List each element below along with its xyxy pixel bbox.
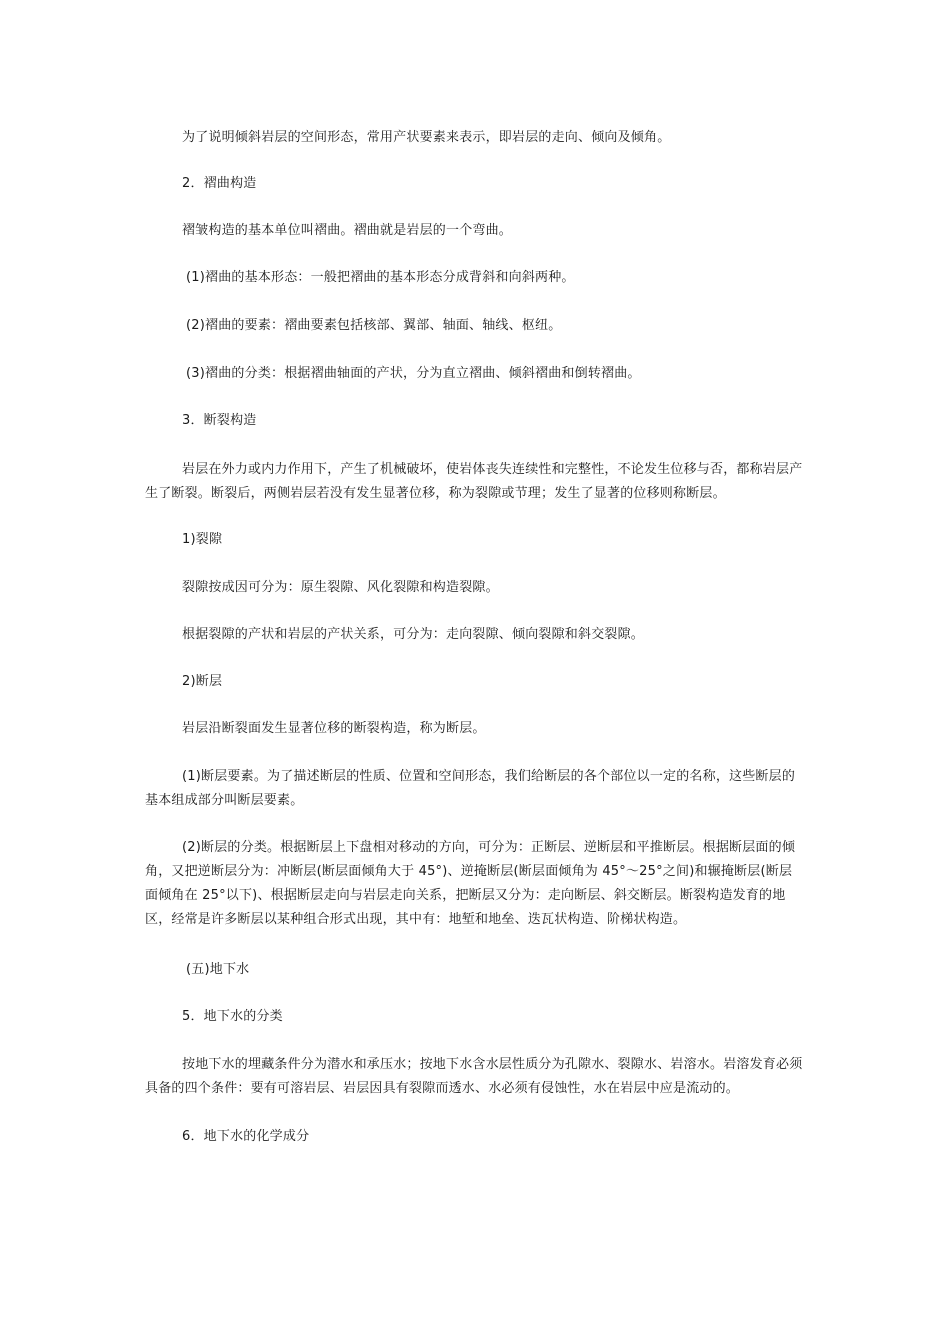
heading-faults: 2)断层 <box>182 674 223 689</box>
paragraph-joints-attitude: 根据裂隙的产状和岩层的产状关系，可分为：走向裂隙、倾向裂隙和斜交裂隙。 <box>182 627 645 642</box>
paragraph-fold-unit: 褶皱构造的基本单位叫褶曲。褶曲就是岩层的一个弯曲。 <box>182 223 513 238</box>
paragraph-fold-elements: (2)褶曲的要素：褶曲要素包括核部、翼部、轴面、轴线、枢纽。 <box>186 318 562 333</box>
paragraph-attitude-elements: 为了说明倾斜岩层的空间形态，常用产状要素来表示，即岩层的走向、倾向及倾角。 <box>182 130 671 145</box>
heading-groundwater-chemistry: 6．地下水的化学成分 <box>182 1129 310 1144</box>
heading-fracture-structure: 3．断裂构造 <box>182 413 257 428</box>
heading-joints: 1)裂隙 <box>182 532 223 547</box>
paragraph-groundwater-classification: 按地下水的埋藏条件分为潜水和承压水；按地下水含水层性质分为孔隙水、裂隙水、岩溶水。岩溶发育必须具备的四个条件：要有可溶岩层、岩层因具有裂隙而透水、水必须有侵蚀性，水在岩层中应是流动的。 <box>145 1057 803 1096</box>
heading-fold-structure: 2．褶曲构造 <box>182 176 257 191</box>
heading-groundwater-classification: 5．地下水的分类 <box>182 1009 283 1024</box>
paragraph-fold-basic-form: (1)褶曲的基本形态：一般把褶曲的基本形态分成背斜和向斜两种。 <box>186 270 575 285</box>
paragraph-fold-classification: (3)褶曲的分类：根据褶曲轴面的产状，分为直立褶曲、倾斜褶曲和倒转褶曲。 <box>186 366 641 381</box>
heading-groundwater: (五)地下水 <box>186 962 250 977</box>
paragraph-fault-classification: (2)断层的分类。根据断层上下盘相对移动的方向，可分为：正断层、逆断层和平推断层。根据断层面的倾角，又把逆断层分为：冲断层(断层面倾角大于 45°)、逆掩断层(断层面倾角为 45°～25°之间)和辗掩断层(断层面倾角在 25°以下)、根据断层走向与岩层走向关系，把断层又分为：走向断层、斜交断层。断裂构造发育的地区，经常是许多断层以某种组合形式出现，其中有：地堑和地垒、迭瓦状构造、阶梯状构造。 <box>145 840 796 927</box>
paragraph-fault-definition: 岩层沿断裂面发生显著位移的断裂构造，称为断层。 <box>182 721 486 736</box>
paragraph-fracture-definition: 岩层在外力或内力作用下，产生了机械破坏，使岩体丧失连续性和完整性，不论发生位移与否，都称岩层产生了断裂。断裂后，两侧岩层若没有发生显著位移，称为裂隙或节理；发生了显著的位移则称断层。 <box>145 462 803 501</box>
paragraph-joints-genesis: 裂隙按成因可分为：原生裂隙、风化裂隙和构造裂隙。 <box>182 580 499 595</box>
paragraph-fault-elements: (1)断层要素。为了描述断层的性质、位置和空间形态，我们给断层的各个部位以一定的名称，这些断层的基本组成部分叫断层要素。 <box>145 769 796 808</box>
